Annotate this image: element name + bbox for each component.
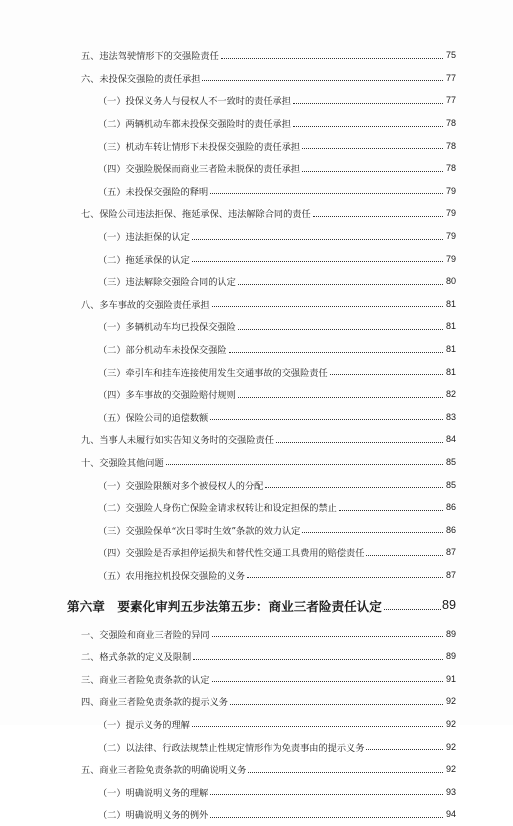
toc-entry-label: （三）违法解除交强险合同的认定 xyxy=(98,277,236,289)
toc-dot-leader xyxy=(193,659,443,660)
toc-dot-leader xyxy=(238,397,443,398)
toc-entry-label: 三、商业三者险免责条款的认定 xyxy=(81,674,210,686)
toc-dot-leader xyxy=(265,487,443,488)
toc-section-entry[interactable] xyxy=(0,451,513,474)
toc-subsection-entry[interactable] xyxy=(0,315,513,338)
toc-entry-page-number: 77 xyxy=(445,72,456,83)
toc-dot-leader xyxy=(293,126,443,127)
toc-entry-page-number: 85 xyxy=(445,456,456,467)
toc-entry-label: （二）以法律、行政法规禁止性规定情形作为免责事由的提示义务 xyxy=(98,742,365,754)
toc-dot-leader xyxy=(212,306,443,307)
toc-dot-leader xyxy=(210,817,443,818)
toc-dot-leader xyxy=(248,772,443,773)
toc-dot-leader xyxy=(293,103,443,104)
toc-subsection-entry[interactable] xyxy=(0,89,513,112)
toc-entry-label: （二）明确说明义务的例外 xyxy=(98,810,209,822)
toc-chapter-page-number: 89 xyxy=(441,598,456,613)
toc-subsection-entry[interactable] xyxy=(0,473,513,496)
toc-dot-leader xyxy=(210,193,443,194)
toc-subsection-entry[interactable] xyxy=(0,112,513,135)
toc-entry-page-number: 77 xyxy=(445,95,456,106)
toc-subsection-entry[interactable] xyxy=(0,713,513,736)
toc-entry-label: （一）违法拒保的认定 xyxy=(98,232,190,244)
toc-section-entry[interactable] xyxy=(0,202,513,225)
toc-dot-leader xyxy=(230,704,443,705)
toc-entry-page-number: 91 xyxy=(445,673,456,684)
toc-entry-page-number: 82 xyxy=(445,389,456,400)
toc-section-entry[interactable] xyxy=(0,645,513,668)
toc-entry-page-number: 93 xyxy=(445,786,456,797)
toc-entry-page-number: 81 xyxy=(445,321,456,332)
toc-entry-label: （四）多车事故的交强险赔付规则 xyxy=(98,390,236,402)
toc-entry-page-number: 83 xyxy=(445,411,456,422)
toc-entry-label: 五、商业三者险免责条款的明确说明义务 xyxy=(81,765,247,777)
toc-subsection-entry[interactable] xyxy=(0,735,513,758)
toc-entry-page-number: 87 xyxy=(445,547,456,558)
toc-entry-label: 八、多车事故的交强险责任承担 xyxy=(81,299,210,311)
toc-subsection-entry[interactable] xyxy=(0,247,513,270)
toc-entry-page-number: 78 xyxy=(445,118,456,129)
toc-entry-label: （二）拖延承保的认定 xyxy=(98,254,190,266)
toc-dot-leader xyxy=(366,749,443,750)
toc-entry-label: 四、商业三者险免责条款的提示义务 xyxy=(81,697,228,709)
toc-subsection-entry[interactable] xyxy=(0,180,513,203)
toc-entry-label: 二、格式条款的定义及限制 xyxy=(81,652,192,664)
toc-entry-page-number: 92 xyxy=(445,764,456,775)
toc-entry-label: （二）交强险人身伤亡保险金请求权转让和设定担保的禁止 xyxy=(98,503,337,515)
toc-entry-label: （四）交强险是否承担停运损失和替代性交通工具费用的赔偿责任 xyxy=(98,548,365,560)
toc-dot-leader xyxy=(210,794,443,795)
toc-entry-page-number: 78 xyxy=(445,163,456,174)
toc-dot-leader xyxy=(192,726,443,727)
toc-entry-page-number: 89 xyxy=(445,628,456,639)
toc-section-entry[interactable] xyxy=(0,667,513,690)
toc-dot-leader xyxy=(192,261,443,262)
toc-dot-leader xyxy=(238,284,443,285)
toc-entry-label: （四）交强险脱保而商业三者险未脱保的责任承担 xyxy=(98,164,301,176)
toc-entry-label: （三）交强险保单“次日零时生效”条款的效力认定 xyxy=(98,525,301,537)
toc-section-entry[interactable] xyxy=(0,293,513,316)
toc-entry-page-number: 86 xyxy=(445,502,456,513)
toc-subsection-entry[interactable] xyxy=(0,338,513,361)
toc-entry-label: （一）明确说明义务的理解 xyxy=(98,787,209,799)
toc-subsection-entry[interactable] xyxy=(0,360,513,383)
toc-entry-label: （二）部分机动车未投保交强险 xyxy=(98,345,227,357)
toc-dot-leader xyxy=(313,216,443,217)
toc-dot-leader xyxy=(238,329,443,330)
toc-entry-page-number: 80 xyxy=(445,276,456,287)
toc-entry-page-number: 75 xyxy=(445,50,456,61)
toc-entry-page-number: 89 xyxy=(445,651,456,662)
toc-dot-leader xyxy=(330,374,443,375)
toc-dot-leader xyxy=(247,577,443,578)
toc-entry-label: （五）农用拖拉机投保交强险的义务 xyxy=(98,570,245,582)
toc-subsection-entry[interactable] xyxy=(0,496,513,519)
toc-entry-page-number: 78 xyxy=(445,140,456,151)
toc-section-entry[interactable] xyxy=(0,622,513,645)
toc-entry-label: （一）交强险限额对多个被侵权人的分配 xyxy=(98,480,264,492)
toc-dot-leader xyxy=(302,148,443,149)
toc-section-entry[interactable] xyxy=(0,690,513,713)
toc-entry-page-number: 86 xyxy=(445,524,456,535)
toc-entry-page-number: 87 xyxy=(445,569,456,580)
toc-entry-label: 五、违法驾驶情形下的交强险责任 xyxy=(81,51,219,63)
toc-entry-label: （三）牵引车和挂车连接使用发生交通事故的交强险责任 xyxy=(98,367,328,379)
toc-entry-label: 七、保险公司违法拒保、拖延承保、违法解除合同的责任 xyxy=(81,209,311,221)
toc-entry-label: 六、未投保交强险的责任承担 xyxy=(81,73,201,85)
toc-entry-page-number: 81 xyxy=(445,366,456,377)
toc-subsection-entry[interactable] xyxy=(0,225,513,248)
toc-subsection-entry[interactable] xyxy=(0,803,513,826)
toc-subsection-entry[interactable] xyxy=(0,157,513,180)
toc-entry-page-number: 81 xyxy=(445,298,456,309)
toc-dot-leader xyxy=(366,555,443,556)
toc-section-chapter-5 xyxy=(0,44,513,586)
toc-entry-label: （一）多辆机动车均已投保交强险 xyxy=(98,322,236,334)
toc-dot-leader xyxy=(212,681,443,682)
toc-entry-page-number: 92 xyxy=(445,741,456,752)
toc-dot-leader xyxy=(192,239,443,240)
toc-dot-leader xyxy=(302,171,443,172)
toc-dot-leader xyxy=(302,532,443,533)
toc-dot-leader xyxy=(384,609,441,610)
toc-entry-page-number: 79 xyxy=(445,208,456,219)
toc-dot-leader xyxy=(229,352,443,353)
toc-entry-page-number: 79 xyxy=(445,231,456,242)
toc-entry-page-number: 79 xyxy=(445,253,456,264)
toc-subsection-entry[interactable] xyxy=(0,134,513,157)
toc-entry-label: （一）提示义务的理解 xyxy=(98,719,190,731)
toc-entry-label: （五）未投保交强险的释明 xyxy=(98,186,209,198)
toc-section-chapter-6 xyxy=(0,622,513,825)
toc-entry-page-number: 79 xyxy=(445,185,456,196)
toc-entry-label: （二）两辆机动车都未投保交强险时的责任承担 xyxy=(98,119,291,131)
toc-section-entry[interactable] xyxy=(0,758,513,781)
toc-dot-leader xyxy=(166,464,443,465)
toc-subsection-entry[interactable] xyxy=(0,564,513,587)
toc-section-entry[interactable] xyxy=(0,44,513,67)
toc-dot-leader xyxy=(202,80,443,81)
toc-entry-page-number: 94 xyxy=(445,809,456,820)
toc-chapter-heading[interactable] xyxy=(0,589,513,621)
toc-dot-leader xyxy=(339,510,443,511)
toc-subsection-entry[interactable] xyxy=(0,406,513,429)
toc-subsection-entry[interactable] xyxy=(0,383,513,406)
toc-entry-label: （三）机动车转让情形下未投保交强险的责任承担 xyxy=(98,141,301,153)
toc-entry-label: 十、交强险其他问题 xyxy=(81,457,164,469)
toc-dot-leader xyxy=(276,442,443,443)
toc-dot-leader xyxy=(210,419,443,420)
toc-dot-leader xyxy=(221,58,443,59)
toc-entry-label: 九、当事人未履行如实告知义务时的交强险责任 xyxy=(81,435,274,447)
toc-entry-page-number: 81 xyxy=(445,344,456,355)
table-of-contents xyxy=(0,44,513,826)
toc-section-entry[interactable] xyxy=(0,428,513,451)
toc-entry-page-number: 84 xyxy=(445,434,456,445)
toc-subsection-entry[interactable] xyxy=(0,270,513,293)
toc-entry-label: （五）保险公司的追偿数额 xyxy=(98,412,209,424)
toc-chapter-title: 第六章 要素化审判五步法第五步：商业三者险责任认定 xyxy=(67,598,382,614)
toc-subsection-entry[interactable] xyxy=(0,541,513,564)
toc-entry-page-number: 92 xyxy=(445,718,456,729)
toc-entry-label: 一、交强险和商业三者险的异同 xyxy=(81,629,210,641)
toc-entry-label: （一）投保义务人与侵权人不一致时的责任承担 xyxy=(98,96,291,108)
toc-section-entry[interactable] xyxy=(0,67,513,90)
toc-subsection-entry[interactable] xyxy=(0,518,513,541)
toc-entry-page-number: 85 xyxy=(445,479,456,490)
toc-subsection-entry[interactable] xyxy=(0,780,513,803)
toc-entry-page-number: 92 xyxy=(445,696,456,707)
toc-dot-leader xyxy=(212,636,443,637)
